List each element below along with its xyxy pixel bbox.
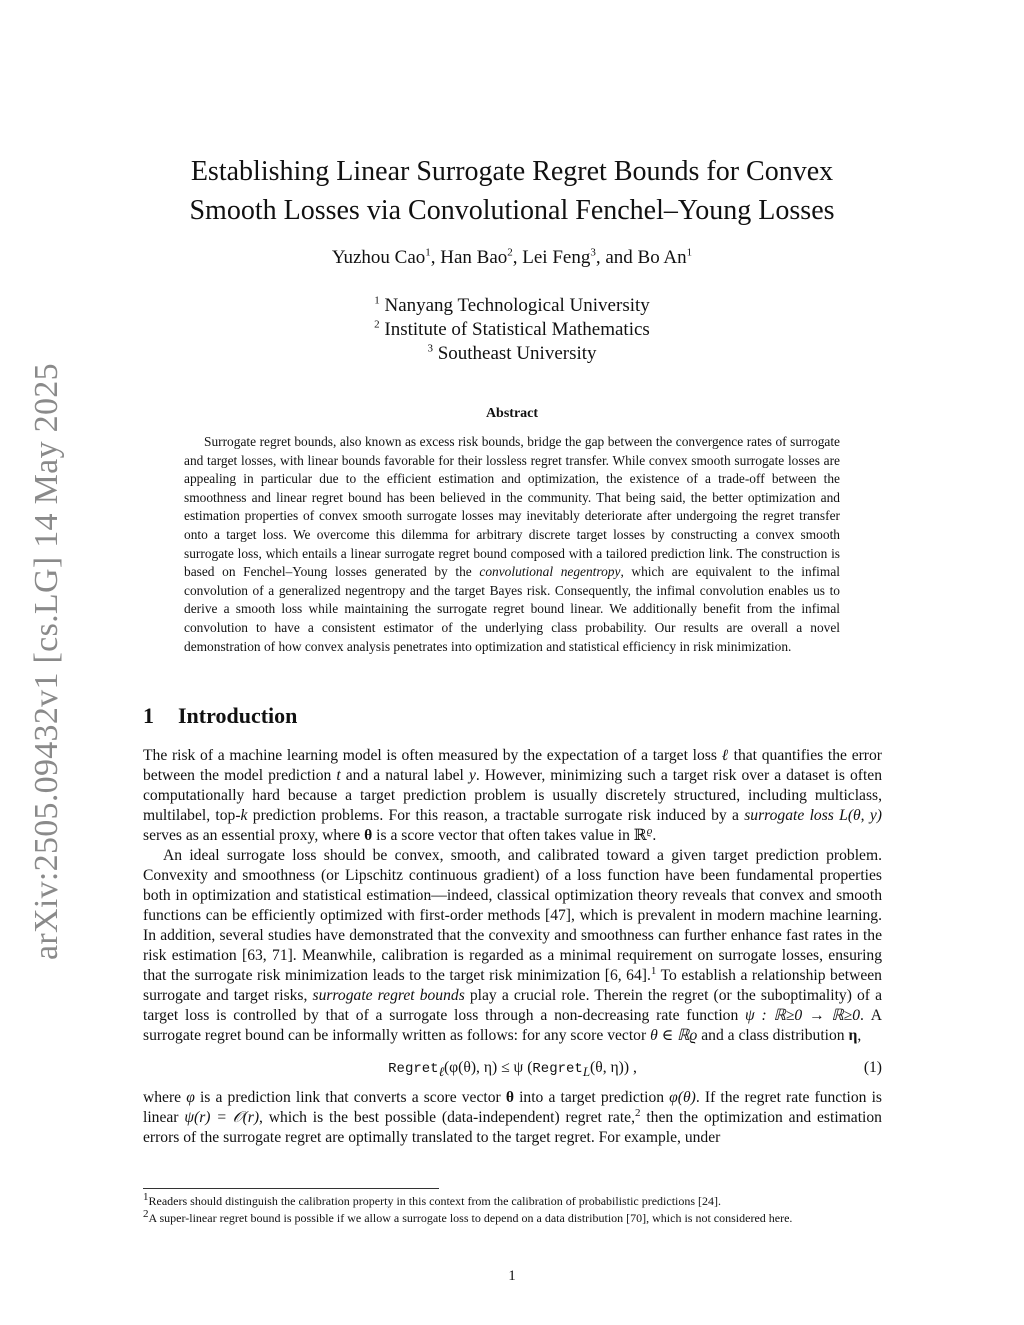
section-title: Introduction <box>178 703 298 728</box>
abstract <box>184 433 840 656</box>
section-number: 1 <box>143 703 154 728</box>
footnote-mark: 2 <box>143 1208 149 1220</box>
abstract-paragraph <box>184 433 840 656</box>
footnote-ref: 2 <box>634 1106 641 1119</box>
abstract-emphasis: convolutional negentropy <box>479 564 621 580</box>
affiliation-mark: 2 <box>374 318 380 331</box>
affiliation <box>120 294 904 318</box>
author-separator: , <box>512 247 523 268</box>
author-separator: , <box>430 247 441 268</box>
footnote-divider <box>143 1188 439 1189</box>
abstract-text: Surrogate regret bounds, also known as excess risk bounds, bridge the gap between the convergence rates of surrogate and target losses, with linear bounds favorable for their lossless regret transfer. While convex smooth surrogate losses are appealing in particular due to the efficient estimation and optimization, the existence of a trade-off between the smoothness and linear regret bound has been believed in the community. That being said, the better optimization and estimation properties of convex smooth surrogate losses may inevitably deteriorate after undergoing the regret transfer onto a target loss. We overcome this dilemma for arbitrary discrete target losses by constructing a convex smooth surrogate loss, which entails a linear surrogate regret bound composed with a tailored prediction link. The construction is based on Fenchel–Young losses generated by the <box>184 434 840 580</box>
equation-expression: Regret$_\ell$(φ(θ), η) ≤ ψ (Regret$_L$(θ, η)) , <box>388 1059 637 1080</box>
footnote <box>143 1210 888 1226</box>
footnote-mark: 1 <box>143 1191 149 1203</box>
footnote <box>143 1193 888 1209</box>
arxiv-stamp <box>28 360 88 960</box>
author-name: Yuzhou Cao <box>331 247 426 268</box>
author-name: Lei Feng <box>522 247 591 268</box>
affiliation-name: Southeast University <box>437 343 597 364</box>
author-mark: 2 <box>507 246 513 259</box>
affiliation-mark: 3 <box>427 342 433 355</box>
abstract-text: , which are equivalent to the infimal convolution of a generalized negentropy and the target Bayes risk. Consequently, the infimal convolution enables us to derive a smooth loss while maintaining the surrogate regret bound linear. We additionally benefit from the infimal convolution to have a consistent estimator of the underlying class probability. Our results are overall a novel demonstration of how convex analysis penetrates into optimization and statistical efficiency in risk minimization. <box>184 564 840 654</box>
equation-number: (1) <box>863 1059 882 1076</box>
arxiv-stamp-text: arXiv:2505.09432v1 [cs.LG] 14 May 2025 <box>28 363 65 960</box>
footnote-text: A super-linear regret bound is possible if we allow a surrogate loss to depend on a data distribution [70], which is not considered here. <box>148 1211 793 1225</box>
affiliation-list <box>120 294 904 366</box>
body-text <box>143 746 882 1148</box>
footnote-ref: 1 <box>650 964 657 977</box>
paragraph: The risk of a machine learning model is often measured by the expectation of a target loss ℓ that quantifies the error between the model prediction t and a natural label y. However, minimizing such a target risk over a dataset is often computationally hard because a target prediction problem is usually discretely structured, including multiclass, multilabel, top-k prediction problems. For this reason, a tractable surrogate risk induced by a surrogate loss L(θ, y) serves as an essential proxy, where θ is a score vector that often takes value in ℝ$^ϱ$. <box>143 747 882 844</box>
paragraph: where φ is a prediction link that converts a score vector θ into a target prediction φ(θ). If the regret rate function is linear ψ(r) = 𝒪(r), which is the best possible (data-independent) regret rate,$^2$ then the optimization and estimation errors of the surrogate regret are optimally translated to the target regret. For example, under <box>143 1089 882 1146</box>
paragraph: An ideal surrogate loss should be convex, smooth, and calibrated toward a given target prediction problem. Convexity and smoothness (or Lipschitz continuous gradient) of a loss function have been fundamental properties both in optimization and statistical estimation—indeed, classical optimization theory reveals that convex and smooth functions can be efficiently optimized with first-order methods [47], which is prevalent in modern machine learning. In addition, several studies have demonstrated that the convexity and smoothness can further enhance fast rates in the risk estimation [63, 71]. Meanwhile, calibration is regarded as a minimal requirement on surrogate losses, ensuring that the surrogate risk minimization leads to the target risk minimization [6, 64].$^1$ To establish a relationship between surrogate and target risks, surrogate regret bounds play a crucial role. Therein the regret (or the suboptimality) of a target loss is controlled by that of a surrogate loss through a non-decreasing rate function ψ : ℝ≥0 → ℝ≥0. A surrogate regret bound can be informally written as follows: for any score vector θ ∈ ℝϱ and a class distribution η, <box>143 847 883 1044</box>
abstract-heading: Abstract <box>485 406 539 421</box>
author-name: Han Bao <box>440 247 508 268</box>
page-number: 1 <box>508 1268 516 1284</box>
affiliation-name: Institute of Statistical Mathematics <box>384 319 650 340</box>
author-list <box>120 247 904 269</box>
title-line-2: Smooth Losses via Convolutional Fenchel–Young Losses <box>189 195 835 226</box>
footnote-text: Readers should distinguish the calibration property in this context from the calibration of probabilistic predictions [24]. <box>148 1194 722 1208</box>
affiliation-name: Nanyang Technological University <box>384 295 650 316</box>
author-name: Bo An <box>637 247 687 268</box>
affiliation <box>120 342 904 366</box>
affiliation <box>120 318 904 342</box>
title-line-1: Establishing Linear Surrogate Regret Bounds for Convex <box>190 156 834 187</box>
author-mark: 1 <box>686 246 693 259</box>
author-separator: , and <box>595 247 638 268</box>
author-mark: 1 <box>425 246 431 259</box>
equation-1 <box>143 1052 882 1084</box>
affiliation-mark: 1 <box>374 294 380 307</box>
author-mark: 3 <box>590 246 596 259</box>
section-heading <box>143 703 297 729</box>
paper-title <box>120 152 904 230</box>
